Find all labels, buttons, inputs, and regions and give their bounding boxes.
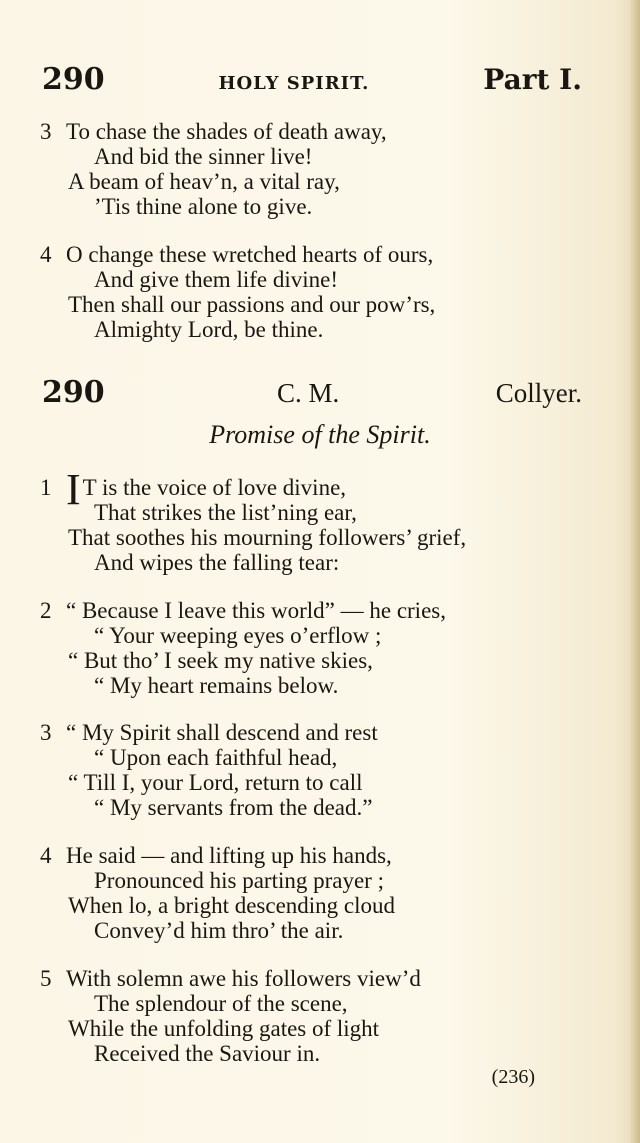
stanza-5 [40,966,600,1066]
stanza-2 [40,598,600,698]
page-edge [630,0,640,1143]
line-text: O change these wretched hearts of ours, [66,242,434,267]
prev-stanza-3 [40,119,600,219]
stanza-4 [40,843,600,943]
line-text: T is the voice of love divine, [82,475,347,500]
stanza-number: 3 [40,119,52,144]
stanza-number: 4 [40,843,52,868]
stanza-line: ’Tis thine alone to give. [94,194,313,219]
line-text: “ My Spirit shall descend and rest [66,720,378,745]
stanza-line [40,119,600,144]
stanza-line: While the unfolding gates of light [68,1016,380,1041]
page-header [42,62,582,102]
stanza-line: “ Upon each faithful head, [94,745,338,770]
stanza-line: “ My servants from the dead.” [94,795,373,820]
stanza-line: Pronounced his parting prayer ; [94,868,384,893]
stanza-3 [40,720,600,820]
stanza-line [40,720,600,745]
stanza-line: Received the Saviour in. [94,1041,321,1066]
stanza-number: 2 [40,598,52,623]
hymn-title: Promise of the Spirit. [209,420,431,449]
stanza-line: That soothes his mourning followers’ grief, [68,525,467,550]
stanza-line [40,598,600,623]
stanza-line: “ Till I, your Lord, return to call [68,770,363,795]
stanza-line: And wipes the falling tear: [94,550,340,575]
hymn-author: Collyer. [495,378,582,408]
line-text: He said — and lifting up his hands, [66,843,392,868]
stanza-1 [40,465,600,575]
stanza-line: A beam of heav’n, a vital ray, [68,169,340,194]
stanza-line: That strikes the list’ning ear, [94,500,357,525]
stanza-number: 5 [40,966,52,991]
hymn-heading [42,375,582,415]
line-text: With solemn awe his followers view’d [66,966,421,991]
stanza-line: When lo, a bright descending cloud [68,893,396,918]
page-number: 290 [42,62,105,97]
line-text: To chase the shades of death away, [66,119,387,144]
stanza-line: And bid the sinner live! [94,144,313,169]
stanza-number: 1 [40,475,52,500]
hymn-meter: C. M. [277,378,340,408]
stanza-line: Convey’d him thro’ the air. [94,918,344,943]
signature-mark: (236) [491,1066,535,1088]
line-text: “ Because I leave this world” — he cries, [66,598,446,623]
stanza-line [40,242,600,267]
stanza-line: Almighty Lord, be thine. [94,317,324,342]
stanza-line: “ My heart remains below. [94,673,339,698]
running-head: HOLY SPIRIT. [218,73,370,94]
stanza-line: And give them life divine! [94,267,338,292]
prev-stanza-4 [40,242,600,342]
hymn-number: 290 [42,375,105,410]
stanza-line: Then shall our passions and our pow’rs, [68,292,436,317]
stanza-line: “ But tho’ I seek my native skies, [68,648,373,673]
part-label: Part I. [483,63,582,96]
stanza-line: The splendour of the scene, [94,991,348,1016]
stanza-number: 4 [40,242,52,267]
stanza-number: 3 [40,720,52,745]
stanza-line [40,966,600,991]
drop-cap: I [66,465,81,514]
stanza-line [40,843,600,868]
stanza-line: “ Your weeping eyes o’erflow ; [94,623,382,648]
